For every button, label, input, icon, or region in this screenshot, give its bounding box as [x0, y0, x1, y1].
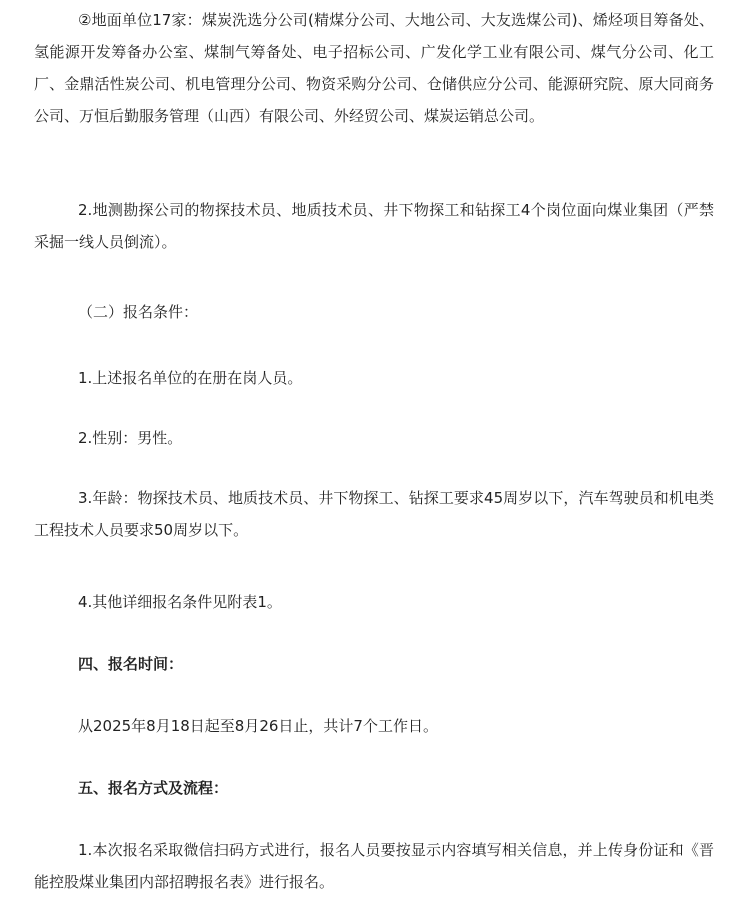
section-heading-registration-conditions: （二）报名条件：: [78, 303, 199, 321]
condition-item-4: 4.其他详细报名条件见附表1。: [78, 593, 282, 611]
method-item-1: 1.本次报名采取微信扫码方式进行，报名人员要按显示内容填写相关信息，并上传身份证和《晋能控股煤业集团内部招聘报名表》进行报名。: [34, 841, 714, 891]
section-heading-registration-time: 四、报名时间：: [78, 655, 184, 673]
section-heading-registration-method: 五、报名方式及流程：: [78, 779, 229, 797]
paragraph-survey-company-positions: 2.地测勘探公司的物探技术员、地质技术员、井下物探工和钻探工4个岗位面向煤业集团（严禁采掘一线人员倒流）。: [34, 201, 714, 251]
condition-item-1: 1.上述报名单位的在册在岗人员。: [78, 369, 303, 387]
paragraph-ground-units: ②地面单位17家：煤炭洗选分公司(精煤分公司、大地公司、大友选煤公司)、烯烃项目筹备处、氢能源开发筹备办公室、煤制气筹备处、电子招标公司、广发化学工业有限公司、煤气分公司、化工厂、金鼎活性炭公司、机电管理分公司、物资采购分公司、仓储供应分公司、能源研究院、原大同商务公司、万恒后勤服务管理（山西）有限公司、外经贸公司、煤炭运销总公司。: [34, 11, 714, 125]
registration-period-text: 从2025年8月18日起至8月26日止，共计7个工作日。: [78, 717, 438, 735]
condition-item-2: 2.性别：男性。: [78, 429, 183, 447]
condition-item-3: 3.年龄：物探技术员、地质技术员、井下物探工、钻探工要求45周岁以下，汽车驾驶员和机电类工程技术人员要求50周岁以下。: [34, 489, 714, 539]
